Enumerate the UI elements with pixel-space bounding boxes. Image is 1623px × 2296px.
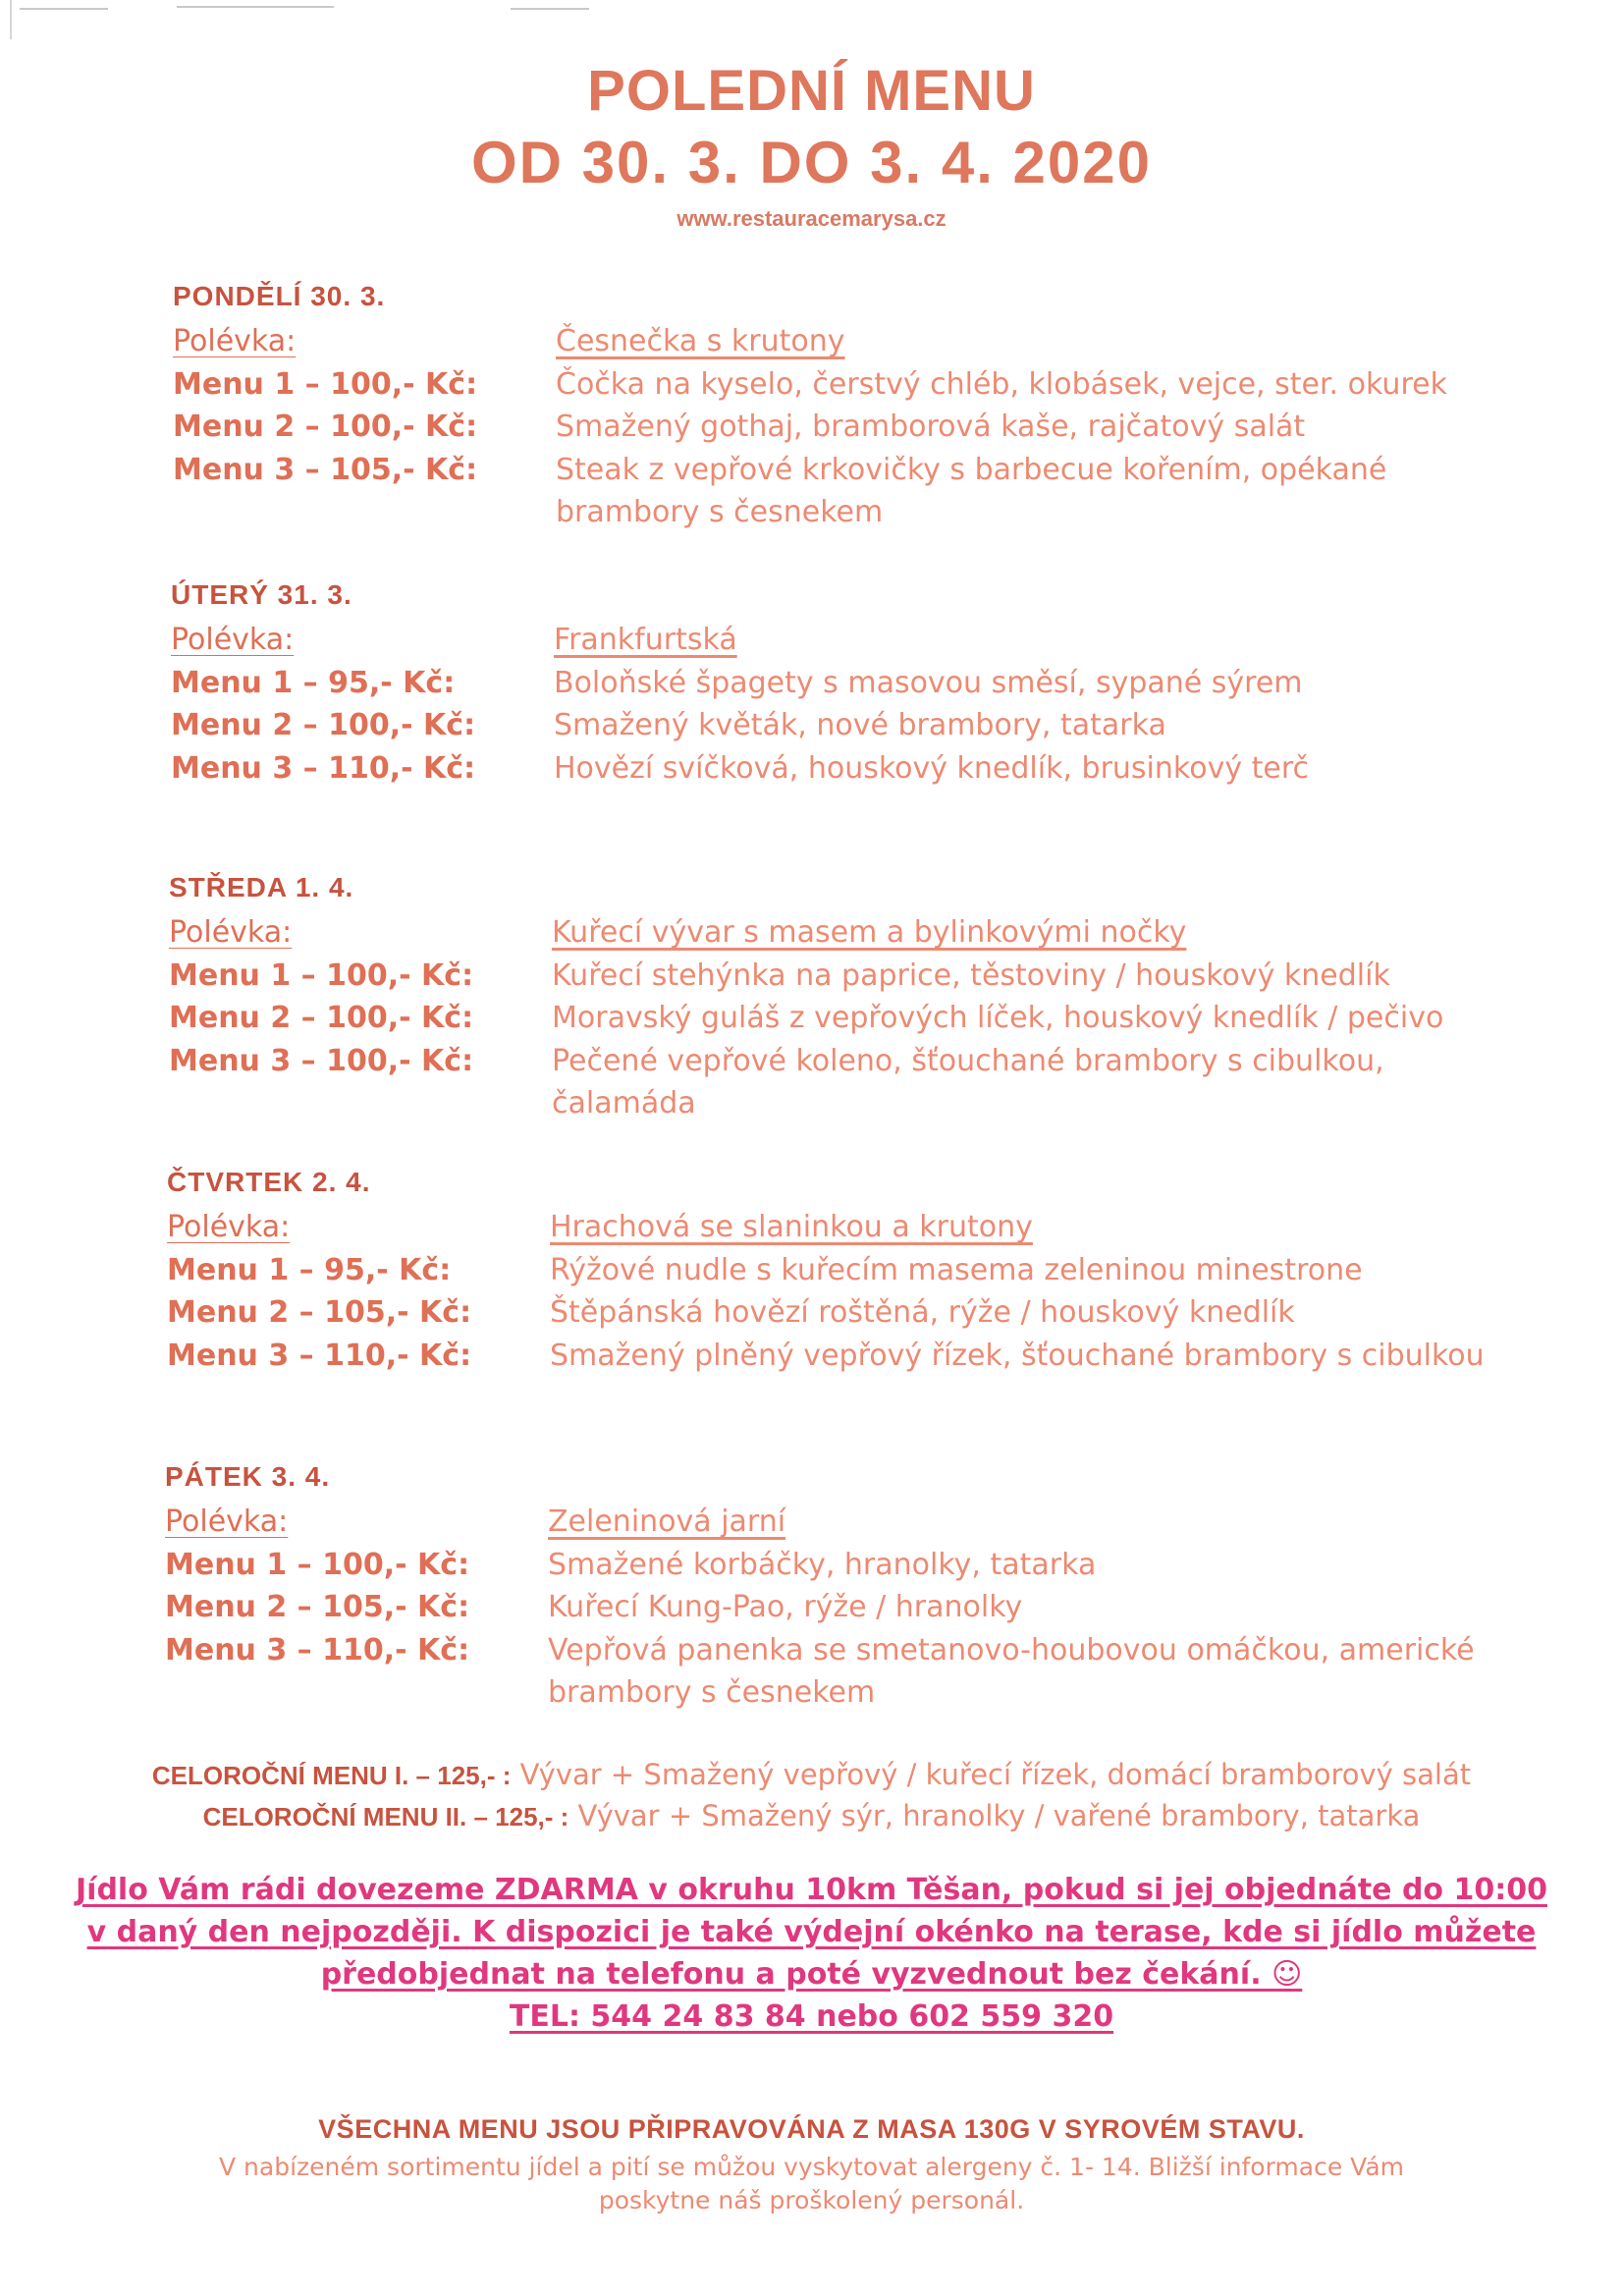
scan-artifact-line <box>511 8 589 10</box>
soup-label: Polévka: <box>171 623 295 657</box>
day-name: ČTVRTEK 2. 4. <box>167 1167 371 1197</box>
menu-price-label: Menu 1 – 100,- Kč: <box>169 957 474 993</box>
menu-price-label: Menu 2 – 100,- Kč: <box>169 1001 474 1035</box>
scan-artifact-edge <box>10 0 12 39</box>
menu-dish: Rýžové nudle s kuřecím masema zeleninou minestrone <box>550 1252 1363 1287</box>
menu-row <box>167 1291 1542 1335</box>
menu-price-label: Menu 3 – 100,- Kč: <box>169 1043 474 1078</box>
soup-dish: Frankfurtská <box>554 623 737 657</box>
menu-row <box>173 406 1547 449</box>
soup-label: Polévka: <box>165 1504 289 1539</box>
day-name: STŘEDA 1. 4. <box>169 872 354 902</box>
menu-price-label: Menu 1 – 95,- Kč: <box>171 665 456 700</box>
menu-row <box>165 1544 1540 1587</box>
menu-dish: Hovězí svíčková, houskový knedlík, brusinkový terč <box>554 750 1309 786</box>
menu-price-label: Menu 3 – 110,- Kč: <box>165 1632 470 1667</box>
delivery-notice <box>0 1869 1623 2038</box>
menu-dish: Steak z vepřové krkovičky s barbecue kořením, opékané brambory s česnekem <box>556 452 1387 529</box>
menu-row <box>165 1629 1540 1715</box>
year-round-menu-text: Vývar + Smažený vepřový / kuřecí řízek, domácí bramborový salát <box>511 1758 1472 1791</box>
menu-row <box>167 1249 1542 1292</box>
menu-row <box>171 704 1545 747</box>
menu-price-label: Menu 2 – 100,- Kč: <box>171 708 476 742</box>
day-name: ÚTERÝ 31. 3. <box>171 579 352 610</box>
menu-row <box>173 449 1547 534</box>
soup-row <box>165 1501 1540 1544</box>
menu-dish: Kuřecí stehýnka na paprice, těstoviny / houskový knedlík <box>552 957 1390 993</box>
menu-dish: Vepřová panenka se smetanovo-houbovou omáčkou, americké brambory s česnekem <box>548 1632 1475 1710</box>
soup-label: Polévka: <box>173 324 297 358</box>
scan-artifact-line <box>20 8 108 10</box>
meat-weight-note: VŠECHNA MENU JSOU PŘIPRAVOVÁNA Z MASA 130G V SYROVÉM STAVU. <box>318 2114 1305 2144</box>
notice-line: v daný den nejpozději. K dispozici je také výdejní okénko na terase, kde si jídlo můžete <box>86 1915 1537 1949</box>
soup-dish: Kuřecí vývar s masem a bylinkovými nočky <box>552 915 1187 950</box>
allergen-note-line: poskytne náš proškolený personál. <box>598 2186 1025 2214</box>
menu-dish: Čočka na kyselo, čerstvý chléb, klobásek, vejce, ster. okurek <box>556 366 1447 402</box>
menu-dish: Smažený plněný vepřový řízek, šťouchané brambory s cibulkou <box>550 1338 1485 1373</box>
soup-row <box>169 911 1543 955</box>
menu-dish: Smažený květák, nové brambory, tatarka <box>554 708 1166 742</box>
soup-row <box>173 320 1547 363</box>
soup-row <box>167 1206 1542 1249</box>
menu-row <box>173 363 1547 407</box>
soup-dish: Zeleninová jarní <box>548 1504 786 1539</box>
year-round-menu-text: Vývar + Smažený sýr, hranolky / vařené brambory, tatarka <box>568 1799 1421 1832</box>
menu-row <box>169 955 1543 998</box>
menu-row <box>169 1040 1543 1125</box>
allergen-note <box>0 2151 1623 2217</box>
menu-price-label: Menu 3 – 105,- Kč: <box>173 452 478 487</box>
menu-row <box>171 747 1545 791</box>
menu-price-label: Menu 3 – 110,- Kč: <box>171 750 476 786</box>
menu-dish: Smažený gothaj, bramborová kaše, rajčatový salát <box>556 410 1306 444</box>
year-round-menu-label: CELOROČNÍ MENU II. – 125,- : <box>202 1802 569 1831</box>
scan-artifact-line <box>177 6 334 8</box>
soup-row <box>171 619 1545 662</box>
year-round-menu-label: CELOROČNÍ MENU I. – 125,- : <box>151 1761 512 1790</box>
menu-price-label: Menu 1 – 95,- Kč: <box>167 1252 452 1287</box>
day-section-monday <box>173 277 1547 534</box>
menu-price-label: Menu 2 – 105,- Kč: <box>165 1590 470 1624</box>
day-section-wednesday <box>169 868 1543 1125</box>
menu-dish: Kuřecí Kung-Pao, rýže / hranolky <box>548 1590 1023 1624</box>
menu-price-label: Menu 2 – 105,- Kč: <box>167 1295 472 1330</box>
menu-row <box>169 997 1543 1040</box>
day-section-thursday <box>167 1163 1542 1377</box>
menu-dish: Moravský guláš z vepřových líček, houskový knedlík / pečivo <box>552 1001 1444 1035</box>
menu-price-label: Menu 1 – 100,- Kč: <box>173 366 478 402</box>
menu-dish: Štěpánská hovězí roštěná, rýže / houskový knedlík <box>550 1295 1295 1330</box>
soup-label: Polévka: <box>167 1210 291 1244</box>
year-round-menu-2 <box>0 1795 1623 1837</box>
menu-price-label: Menu 1 – 100,- Kč: <box>165 1547 470 1582</box>
notice-line: předobjednat na telefonu a poté vyzvednout bez čekání. ☺ <box>320 1957 1303 1992</box>
menu-date-range: OD 30. 3. DO 3. 4. 2020 <box>470 130 1153 195</box>
day-name: PONDĚLÍ 30. 3. <box>173 281 386 311</box>
menu-dish: Boloňské špagety s masovou směsí, sypané sýrem <box>554 665 1303 700</box>
day-name: PÁTEK 3. 4. <box>165 1461 331 1492</box>
day-section-friday <box>165 1457 1540 1715</box>
menu-dish: Pečené vepřové koleno, šťouchané brambory s cibulkou, čalamáda <box>552 1043 1384 1121</box>
phone-numbers: TEL: 544 24 83 84 nebo 602 559 320 <box>509 1999 1114 2034</box>
menu-dish: Smažené korbáčky, hranolky, tatarka <box>548 1547 1097 1582</box>
website-url: www.restauracemarysa.cz <box>676 206 947 231</box>
day-section-tuesday <box>171 575 1545 790</box>
page-title: POLEDNÍ MENU <box>587 59 1036 123</box>
soup-dish: Hrachová se slaninkou a krutony <box>550 1210 1033 1244</box>
menu-row <box>171 662 1545 705</box>
menu-price-label: Menu 2 – 100,- Kč: <box>173 410 478 444</box>
year-round-menu-1 <box>0 1754 1623 1796</box>
allergen-note-line: V nabízeném sortimentu jídel a pití se můžou vyskytovat alergeny č. 1- 14. Bližší informace Vám <box>218 2153 1405 2181</box>
notice-line: Jídlo Vám rádi dovezeme ZDARMA v okruhu 10km Těšan, pokud si jej objednáte do 10:00 <box>76 1873 1547 1907</box>
soup-dish: Česnečka s krutony <box>556 324 845 358</box>
soup-label: Polévka: <box>169 915 293 950</box>
menu-price-label: Menu 3 – 110,- Kč: <box>167 1338 472 1373</box>
menu-row <box>167 1335 1542 1378</box>
menu-row <box>165 1586 1540 1629</box>
